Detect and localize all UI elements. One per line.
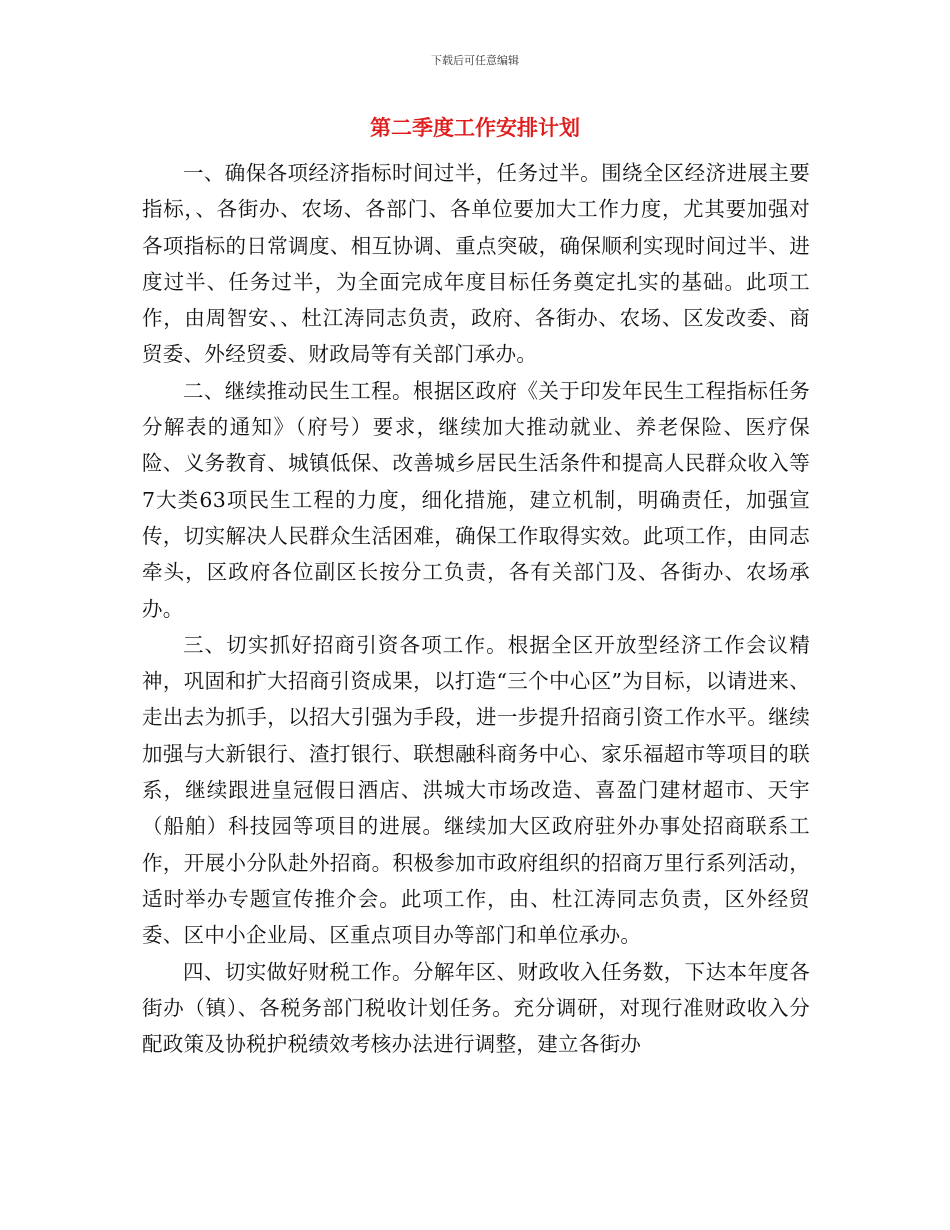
paragraph-3: 三、切实抓好招商引资各项工作。根据全区开放型经济工作会议精神，巩固和扩大招商引资成果，以打造“三个中心区”为目标，以请进来、走出去为抓手，以招大引强为手段，进一步提升招商引资工作水平。继续加强与大新银行、渣打银行、联想融科商务中心、家乐福超市等项目的联系，继续跟进皇冠假日酒店、洪城大市场改造、喜盈门建材超市、天宇（船舶）科技园等项目的进展。继续加大区政府驻外办事处招商联系工作，开展小分队赴外招商。积极参加市政府组织的招商万里行系列活动，适时举办专题宣传推介会。此项工作，由、杜江涛同志负责，区外经贸委、区中小企业局、区重点项目办等部门和单位承办。 — [142, 632, 810, 948]
document-title: 第二季度工作安排计划 — [370, 116, 580, 140]
paragraph-2: 二、继续推动民生工程。根据区政府《关于印发年民生工程指标任务分解表的通知》（府号）要求，继续加大推动就业、养老保险、医疗保险、义务教育、城镇低保、改善城乡居民生活条件和提高人民群众收入等7大类63项民生工程的力度，细化措施，建立机制，明确责任，加强宣传，切实解决人民群众生活困难，确保工作取得实效。此项工作，由同志牵头，区政府各位副区长按分工负责，各有关部门及、各街办、农场承办。 — [142, 378, 810, 621]
paragraph-1: 一、确保各项经济指标时间过半，任务过半。围绕全区经济进展主要指标，、各街办、农场、各部门、各单位要加大工作力度，尤其要加强对各项指标的日常调度、相互协调、重点突破，确保顺利实现时间过半、进度过半、任务过半，为全面完成年度目标任务奠定扎实的基础。此项工作，由周智安、、杜江涛同志负责，政府、各街办、农场、区发改委、商贸委、外经贸委、财政局等有关部门承办。 — [142, 161, 810, 367]
document-body — [142, 155, 810, 1062]
paragraph-4: 四、切实做好财税工作。分解年区、财政收入任务数，下达本年度各街办（镇）、各税务部门税收计划任务。充分调研，对现行准财政收入分配政策及协税护税绩效考核办法进行调整，建立各街办 — [142, 959, 810, 1057]
page-header-note: 下载后可任意编辑 — [431, 54, 519, 67]
